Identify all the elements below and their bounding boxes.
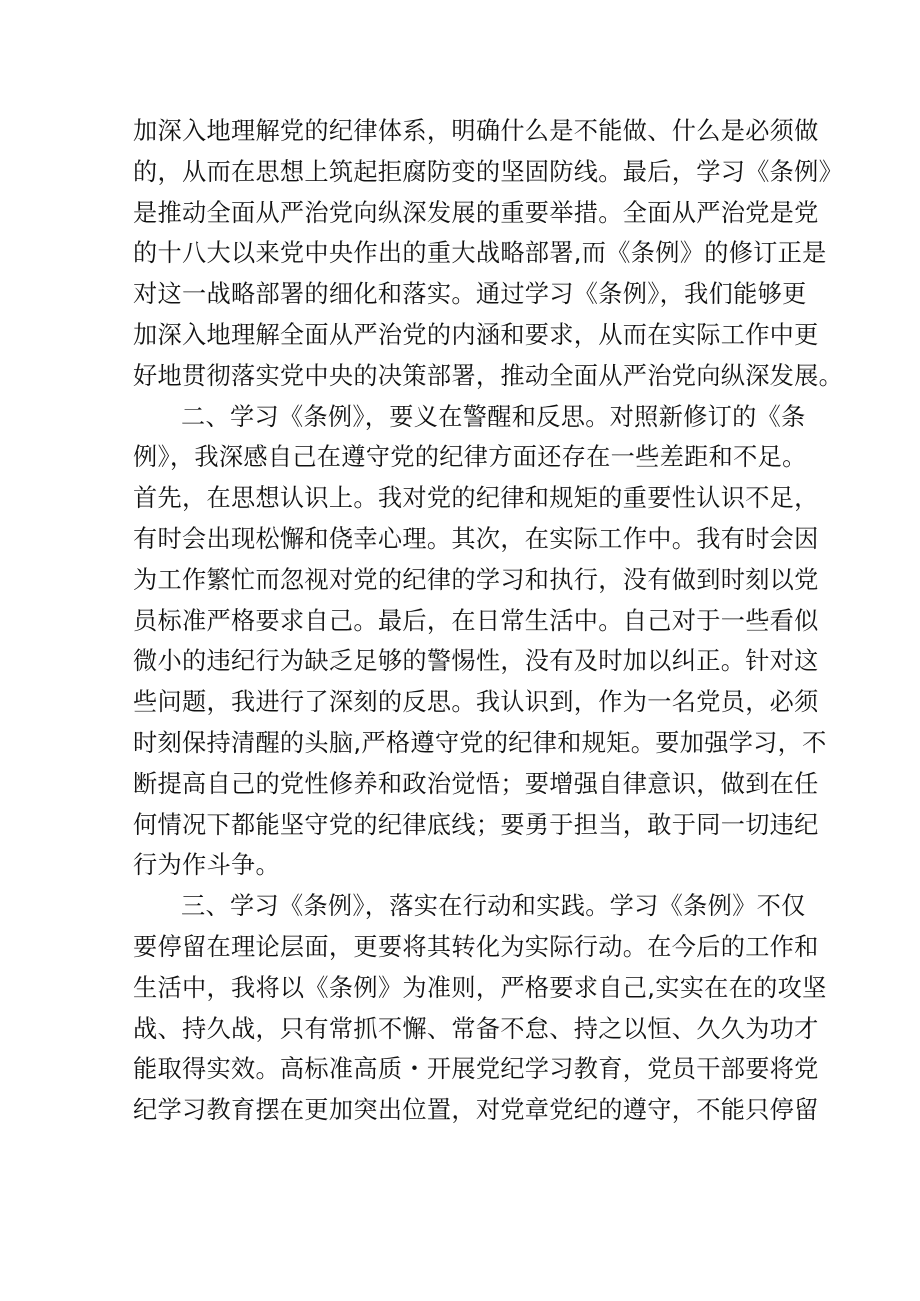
- text-line: 生活中，我将以《条例》为准则，严格要求自己,实实在在的攻坚: [133, 973, 827, 1002]
- text-line: 战、持久战，只有常抓不懈、常备不怠、持之以恒、久久为功才: [133, 1014, 819, 1043]
- text-line: 些问题，我进行了深刻的反思。我认识到，作为一名党员，必须: [133, 688, 819, 717]
- text-line: 例》，我深感自己在遵守党的纪律方面还存在一些差距和不足。: [133, 443, 807, 472]
- text-line: 要停留在理论层面，更要将其转化为实际行动。在今后的工作和: [133, 932, 819, 961]
- text-line: 时刻保持清醒的头脑,严格遵守党的纪律和规矩。要加强学习，不: [133, 728, 827, 757]
- paragraph-3: [133, 886, 827, 1131]
- paragraph-1: [133, 111, 844, 397]
- text-line: 二、学习《条例》，要义在警醒和反思。对照新修订的《条: [181, 402, 806, 431]
- text-line: 能取得实效。高标准高质・开展党纪学习教育，党员干部要将党: [133, 1055, 819, 1084]
- text-line: 何情况下都能坚守党的纪律底线；要勇于担当，敢于同一切违纪: [133, 810, 819, 839]
- text-line: 员标准严格要求自己。最后，在日常生活中。自己对于一些看似: [133, 606, 819, 635]
- text-line: 断提高自己的党性修养和政治觉悟；要增强自律意识，做到在任: [133, 769, 819, 798]
- text-line: 的十八大以来党中央作出的重大战略部署,而《条例》的修订正是: [133, 239, 827, 268]
- text-line: 加深入地理解全面从严治党的内涵和要求，从而在实际工作中更: [133, 320, 819, 349]
- text-line: 的，从而在思想上筑起拒腐防变的坚固防线。最后，学习《条例》: [133, 157, 844, 186]
- text-line: 对这一战略部署的细化和落实。通过学习《条例》，我们能够更: [133, 280, 807, 309]
- document-body: [133, 111, 844, 1131]
- text-line: 是推动全面从严治党向纵深发展的重要举措。全面从严治党是党: [133, 198, 819, 227]
- text-line: 有时会出现松懈和侥幸心理。其次，在实际工作中。我有时会因: [133, 524, 819, 553]
- text-line: 纪学习教育摆在更加突出位置，对党章党纪的遵守，不能只停留: [133, 1096, 819, 1125]
- text-line: 首先，在思想认识上。我对党的纪律和规矩的重要性认识不足，: [133, 484, 819, 513]
- text-line: 行为作斗争。: [133, 851, 280, 880]
- text-line: 三、学习《条例》，落实在行动和实践。学习《条例》不仅: [181, 892, 806, 921]
- text-line: 为工作繁忙而忽视对党的纪律的学习和执行，没有做到时刻以党: [133, 565, 819, 594]
- text-line: 好地贯彻落实党中央的决策部署，推动全面从严治党向纵深发展。: [133, 361, 844, 390]
- text-line: 加深入地理解党的纪律体系，明确什么是不能做、什么是必须做: [133, 117, 819, 145]
- text-line: 微小的违纪行为缺乏足够的警惕性，没有及时加以纠正。针对这: [133, 647, 819, 676]
- paragraph-2: [133, 397, 827, 887]
